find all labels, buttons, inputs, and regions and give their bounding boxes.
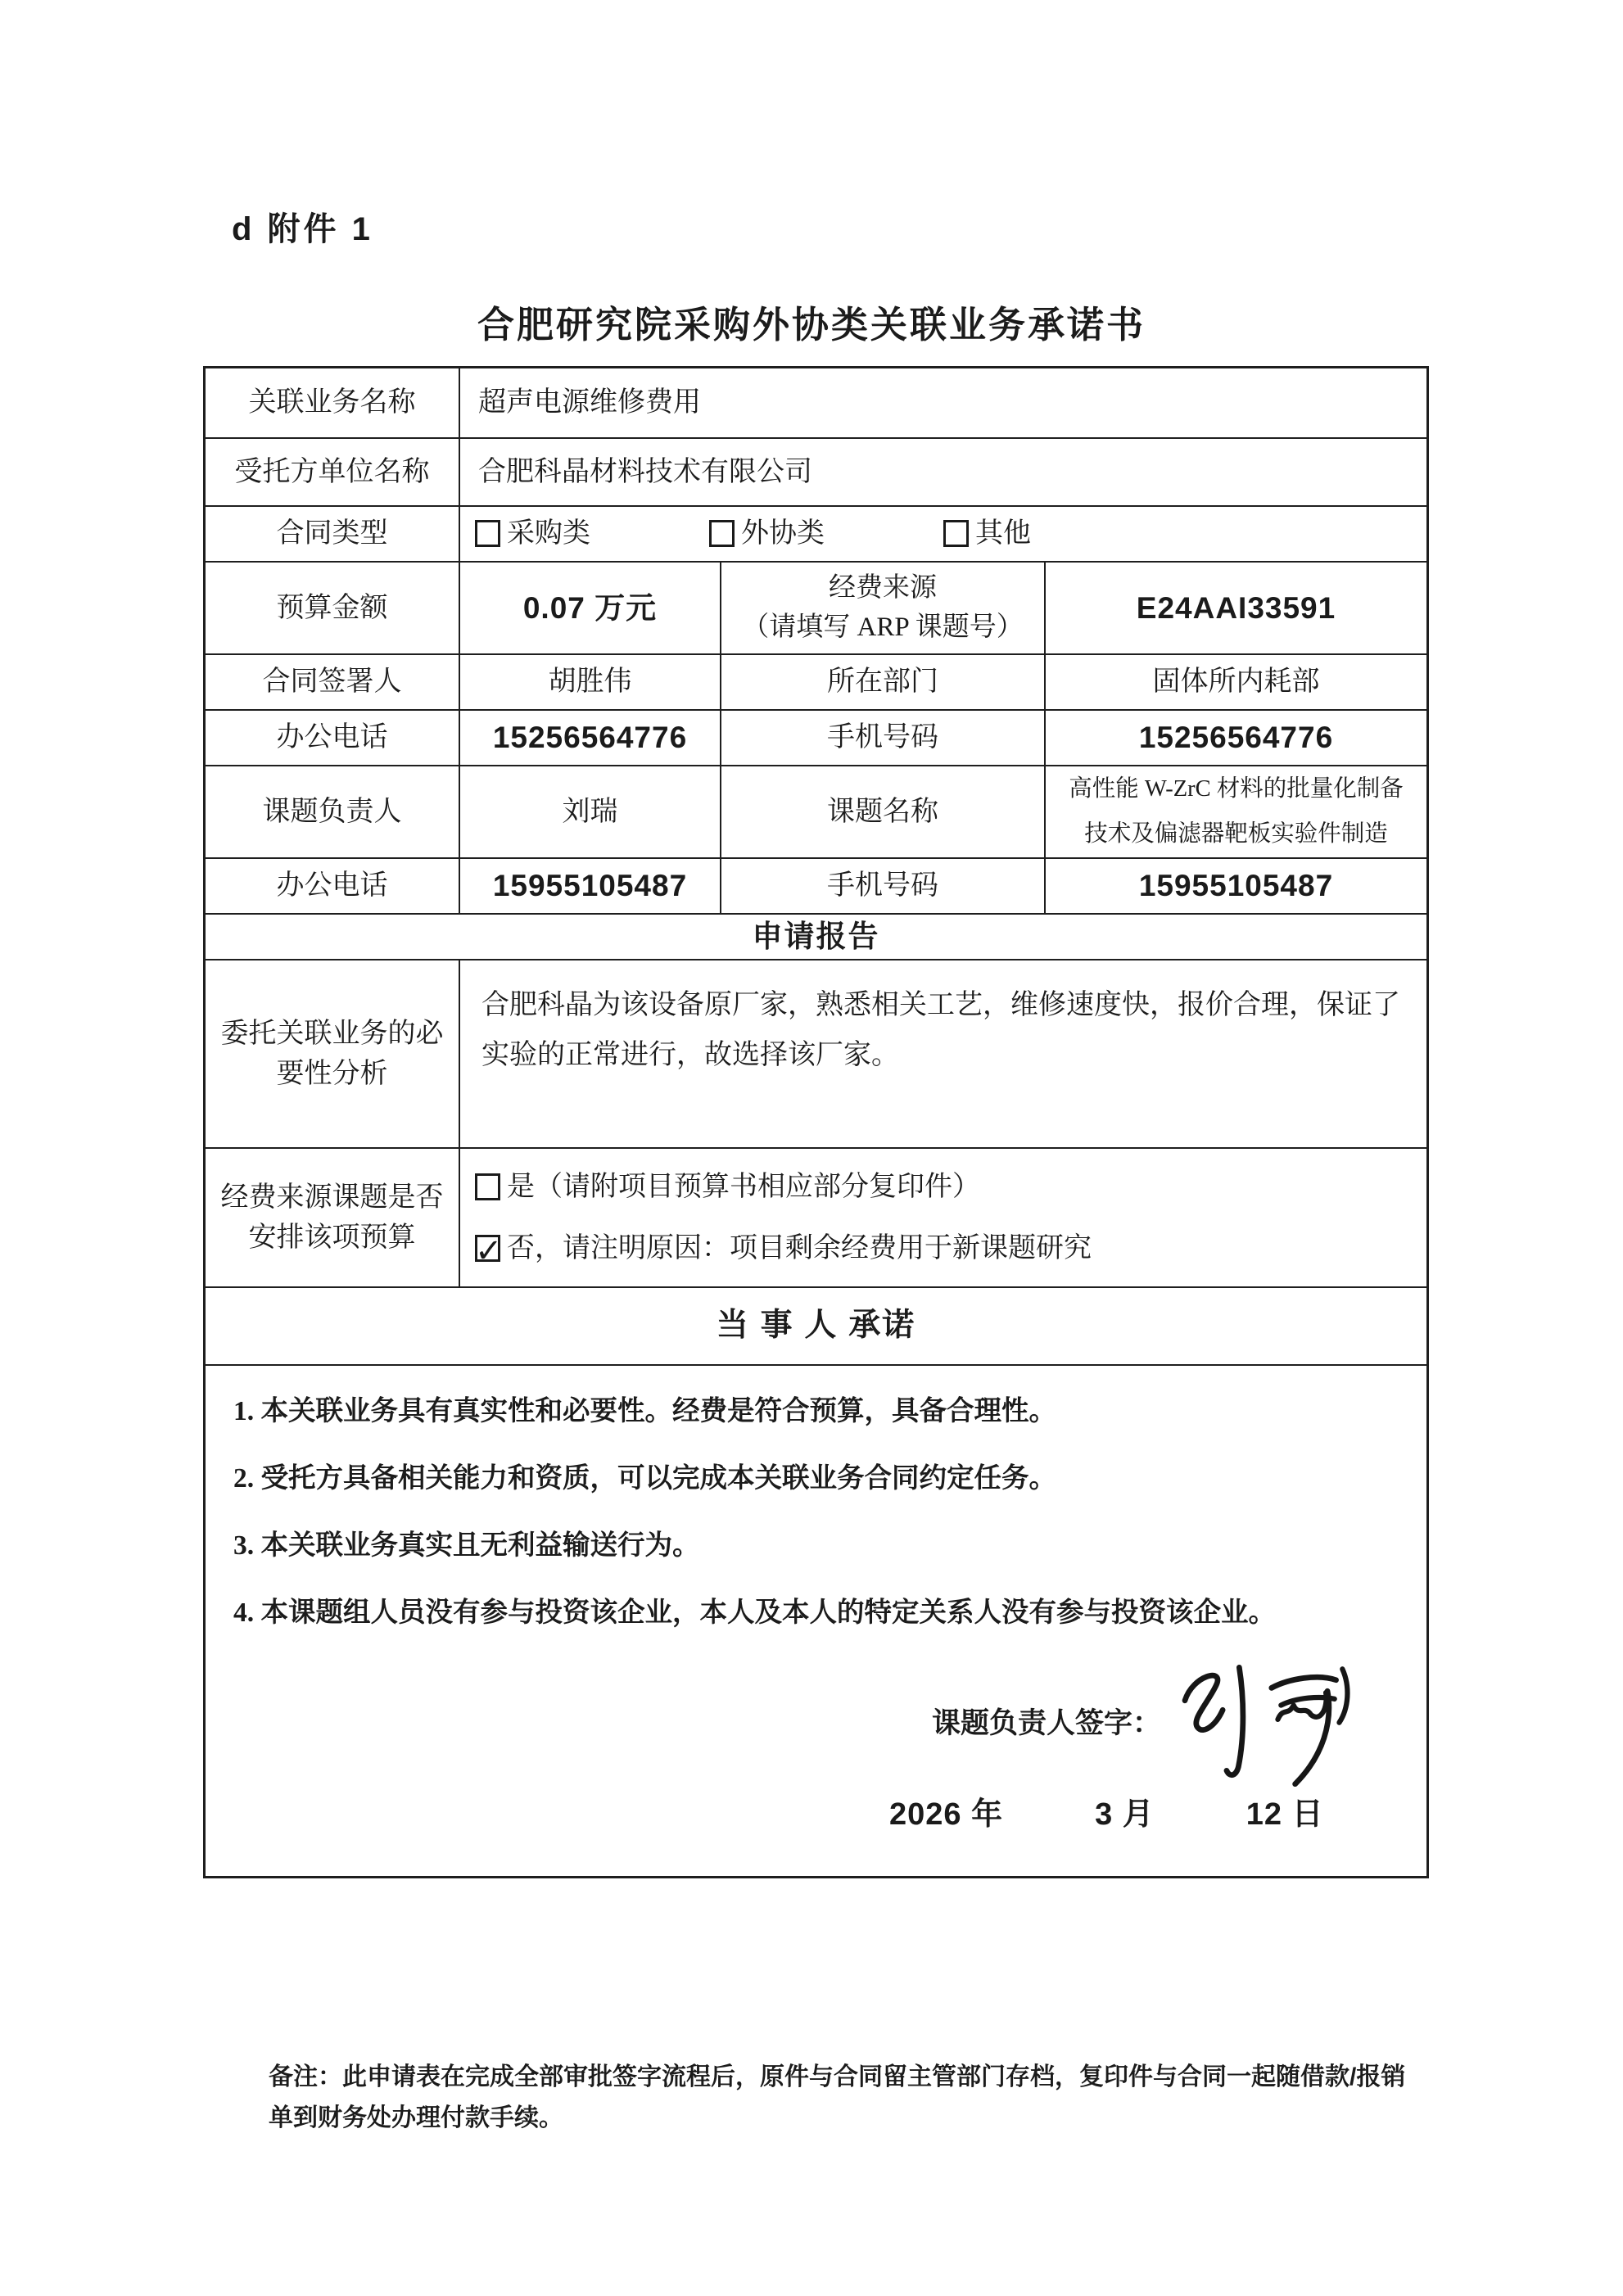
no-checkbox-checked-icon bbox=[475, 1235, 500, 1262]
row-trustee-unit bbox=[206, 437, 1426, 505]
contract-signer-label: 合同签署人 bbox=[206, 655, 460, 709]
budget-question-option-no bbox=[475, 1228, 1418, 1268]
row-necessity-analysis bbox=[206, 959, 1426, 1147]
commitment-item-4: 4. 本课题组人员没有参与投资该企业，本人及本人的特定关系人没有参与投资该企业。 bbox=[233, 1597, 1276, 1628]
budget-amount: 0.07 万元 bbox=[460, 563, 721, 653]
row-party-commitment-header bbox=[206, 1286, 1426, 1364]
no-option-text: 否，请注明原因：项目剩余经费用于新课题研究 bbox=[507, 1233, 1092, 1263]
row-leader-phones bbox=[206, 857, 1426, 913]
row-budget-question bbox=[206, 1147, 1426, 1286]
necessity-label: 委托关联业务的必要性分析 bbox=[206, 960, 460, 1147]
signature-block bbox=[845, 1659, 1369, 1837]
contract-type-options bbox=[468, 513, 1418, 554]
contract-type-option-purchase bbox=[475, 513, 590, 554]
contract-signer-name: 胡胜伟 bbox=[460, 655, 721, 709]
project-leader-label: 课题负责人 bbox=[206, 766, 460, 857]
signer-office-phone-label: 办公电话 bbox=[206, 711, 460, 765]
purchase-option-label: 采购类 bbox=[507, 518, 590, 549]
other-option-label: 其他 bbox=[975, 518, 1031, 549]
purchase-checkbox-icon bbox=[475, 520, 500, 547]
leader-office-phone-value: 15955105487 bbox=[460, 859, 721, 913]
row-signer-phones bbox=[206, 709, 1426, 765]
party-commitment-header: 当 事 人 承诺 bbox=[716, 1308, 916, 1344]
funding-source-label bbox=[721, 563, 1046, 653]
budget-label: 预算金额 bbox=[206, 563, 460, 653]
signature-date bbox=[845, 1792, 1369, 1837]
funding-source-label-line1: 经费来源 bbox=[829, 572, 937, 603]
project-name-line2: 技术及偏滤器靶板实验件制造 bbox=[1084, 820, 1388, 847]
other-checkbox-icon bbox=[943, 520, 969, 547]
arp-code-value: E24AAI33591 bbox=[1136, 590, 1336, 625]
page-title: 合肥研究院采购外协类关联业务承诺书 bbox=[477, 304, 1146, 346]
project-name-line1: 高性能 W-ZrC 材料的批量化制备 bbox=[1069, 776, 1404, 802]
commitment-form-table bbox=[203, 366, 1429, 1878]
department-value: 固体所内耗部 bbox=[1152, 667, 1320, 698]
outsourcing-option-label: 外协类 bbox=[741, 518, 825, 549]
commitment-item-2: 2. 受托方具备相关能力和资质，可以完成本关联业务合同约定任务。 bbox=[233, 1462, 1056, 1494]
project-name-label: 课题名称 bbox=[721, 766, 1046, 857]
yes-checkbox-icon bbox=[475, 1173, 500, 1200]
signer-office-phone-value: 15256564776 bbox=[460, 711, 721, 765]
budget-question-option-yes bbox=[475, 1167, 1418, 1207]
signer-mobile-value: 15256564776 bbox=[1138, 721, 1334, 755]
row-budget bbox=[206, 561, 1426, 653]
trustee-unit-value: 合肥科晶材料技术有限公司 bbox=[478, 456, 812, 487]
application-report-header: 申请报告 bbox=[752, 920, 880, 954]
business-name-value: 超声电源维修费用 bbox=[478, 387, 701, 418]
attachment-label: d 附件 1 bbox=[232, 211, 373, 247]
contract-type-option-other bbox=[943, 513, 1031, 554]
business-name-label: 关联业务名称 bbox=[206, 368, 460, 437]
signature-label: 课题负责人签字： bbox=[931, 1707, 1161, 1739]
row-application-report-header bbox=[206, 913, 1426, 959]
budget-question-options bbox=[468, 1167, 1418, 1269]
signature-date-day: 12 日 bbox=[1246, 1797, 1324, 1832]
signature-date-year: 2026 年 bbox=[889, 1797, 1004, 1832]
row-contract-type bbox=[206, 505, 1426, 561]
leader-office-phone-label: 办公电话 bbox=[206, 859, 460, 913]
commitment-item-3: 3. 本关联业务真实且无利益输送行为。 bbox=[233, 1530, 700, 1561]
signer-mobile-label: 手机号码 bbox=[721, 711, 1046, 765]
row-commitments bbox=[206, 1364, 1426, 1876]
signature-liu-rui-handwriting bbox=[1164, 1659, 1369, 1794]
leader-mobile-label: 手机号码 bbox=[721, 859, 1046, 913]
necessity-content: 合肥科晶为该设备原厂家，熟悉相关工艺，维修速度快，报价合理，保证了实验的正常进行，故选择该厂家。 bbox=[481, 990, 1400, 1071]
signature-date-month: 3 月 bbox=[1095, 1797, 1155, 1832]
contract-type-label: 合同类型 bbox=[206, 507, 460, 561]
contract-type-option-outsourcing bbox=[709, 513, 825, 554]
row-project-leader bbox=[206, 765, 1426, 857]
project-name-value bbox=[1046, 766, 1426, 857]
outsourcing-checkbox-icon bbox=[709, 520, 735, 547]
leader-mobile-value: 15955105487 bbox=[1138, 869, 1334, 903]
department-label: 所在部门 bbox=[721, 655, 1046, 709]
commitment-item-1: 1. 本关联业务具有真实性和必要性。经费是符合预算，具备合理性。 bbox=[233, 1396, 1056, 1426]
commitment-list bbox=[206, 1366, 1426, 1634]
yes-option-text: 是（请附项目预算书相应部分复印件） bbox=[507, 1171, 980, 1202]
footer-note: 备注：此申请表在完成全部审批签字流程后，原件与合同留主管部门存档，复印件与合同一起随借款/报销单到财务处办理付款手续。 bbox=[269, 2063, 1406, 2131]
budget-question-label: 经费来源课题是否安排该项预算 bbox=[206, 1149, 460, 1286]
project-leader-name: 刘瑞 bbox=[460, 766, 721, 857]
row-business-name bbox=[206, 368, 1426, 437]
trustee-unit-label: 受托方单位名称 bbox=[206, 439, 460, 505]
row-contract-signer bbox=[206, 653, 1426, 709]
funding-source-label-line2: （请填写 ARP 课题号） bbox=[742, 612, 1024, 642]
